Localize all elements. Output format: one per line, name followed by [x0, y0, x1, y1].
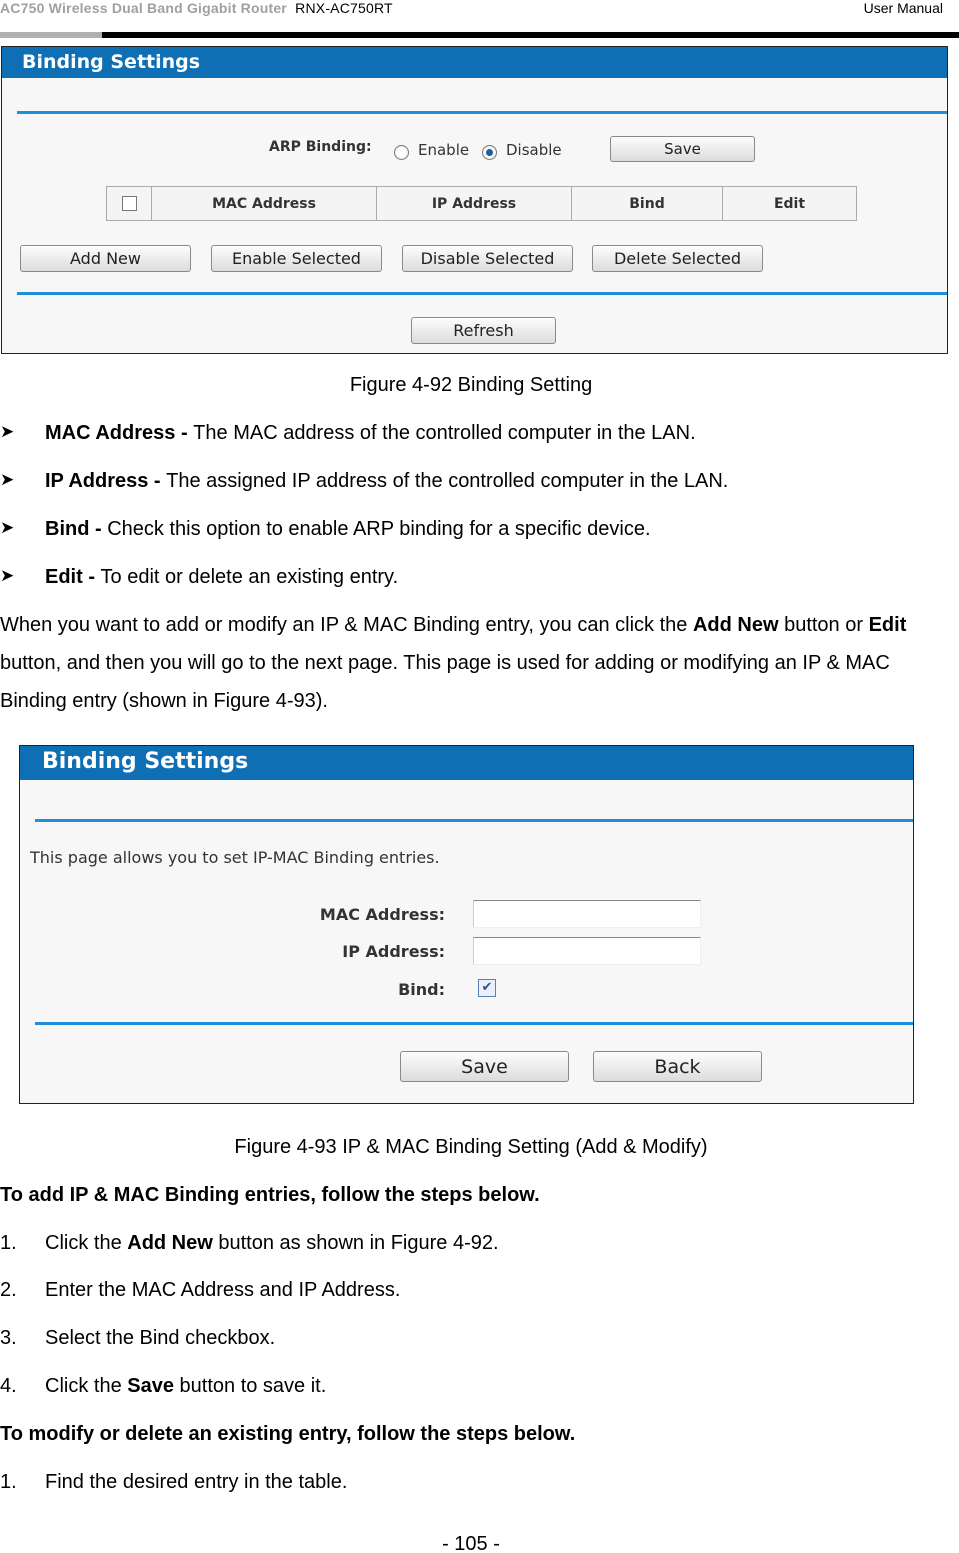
paragraph-bold-edit: Edit [868, 614, 907, 636]
bind-label: Bind: [398, 980, 445, 999]
header-model: RNX-AC750RT [295, 0, 393, 16]
ip-address-label: IP Address: [342, 942, 445, 961]
step-number: 1. [0, 1232, 17, 1254]
definition-term: MAC Address - [45, 422, 194, 444]
modify-steps-heading: To modify or delete an existing entry, follow the steps below. [0, 1423, 576, 1445]
bind-checkbox[interactable] [478, 979, 496, 997]
save-button[interactable]: Save [400, 1051, 569, 1082]
definition-desc: The assigned IP address of the controlled computer in the LAN. [166, 470, 729, 492]
arp-disable-label: Disable [506, 141, 562, 159]
step-number: 3. [0, 1327, 17, 1349]
header-product-name: AC750 Wireless Dual Band Gigabit Router [0, 0, 287, 16]
select-all-checkbox[interactable] [122, 196, 137, 211]
header-manual: User Manual [863, 0, 943, 16]
header-rule-grey [0, 32, 102, 38]
refresh-button[interactable]: Refresh [411, 317, 556, 344]
mac-address-label: MAC Address: [319, 905, 445, 924]
panel-title-bar [20, 746, 913, 780]
panel-title-bar [2, 47, 947, 78]
divider-top [17, 111, 947, 114]
save-button[interactable]: Save [610, 136, 755, 162]
step-bold: Save [127, 1375, 174, 1397]
divider-bottom [17, 292, 947, 295]
mac-address-input[interactable] [473, 900, 701, 928]
panel-title: Binding Settings [22, 51, 201, 73]
disable-selected-button[interactable]: Disable Selected [402, 245, 573, 272]
definition-desc: Check this option to enable ARP binding for a specific device. [107, 518, 651, 540]
bullet-arrow-icon: ➤ [0, 470, 15, 490]
step-number: 2. [0, 1279, 17, 1301]
intro-paragraph [0, 606, 959, 720]
column-bind[interactable]: Bind [572, 187, 723, 220]
definition-term: IP Address - [45, 470, 167, 492]
definition-term: Edit - [45, 566, 101, 588]
checkmark-icon: ✔ [481, 980, 493, 995]
step-text-end: button to save it. [173, 1375, 327, 1397]
arp-enable-radio[interactable] [394, 145, 409, 160]
header-rule-black [102, 32, 959, 38]
step-text: Find the desired entry in the table. [45, 1471, 348, 1493]
intro-text: This page allows you to set IP-MAC Binding entries. [30, 848, 440, 867]
binding-table-header [106, 186, 857, 221]
add-steps-heading: To add IP & MAC Binding entries, follow the steps below. [0, 1184, 540, 1206]
figure-binding-list [1, 46, 948, 354]
back-button[interactable]: Back [593, 1051, 762, 1082]
add-new-button[interactable]: Add New [20, 245, 191, 272]
definition-desc: To edit or delete an existing entry. [100, 566, 399, 588]
step-number: 1. [0, 1471, 17, 1493]
ip-address-input[interactable] [473, 937, 701, 965]
paragraph-text-1: When you want to add or modify an IP & MAC Binding entry, you can click the [0, 614, 693, 636]
divider-top [35, 819, 913, 822]
column-ip-address[interactable]: IP Address [377, 187, 572, 220]
step-text-end: button as shown in Figure 4-92. [212, 1232, 499, 1254]
figure-4-92-caption: Figure 4-92 Binding Setting [349, 374, 593, 396]
header-product [0, 0, 393, 16]
enable-selected-button[interactable]: Enable Selected [211, 245, 382, 272]
step-text: Click the [45, 1232, 128, 1254]
paragraph-text-3: button, and then you will go to the next page. This page is used for adding or modifying an IP & MAC Binding entry (shown in Figure 4-93). [0, 652, 890, 712]
column-edit[interactable]: Edit [773, 195, 806, 212]
step-text: Select the Bind checkbox. [45, 1327, 276, 1349]
step-bold: Add New [127, 1232, 213, 1254]
arp-binding-label: ARP Binding: [269, 139, 372, 155]
arp-disable-radio[interactable] [482, 145, 497, 160]
step-text: Click the [45, 1375, 128, 1397]
step-number: 4. [0, 1375, 17, 1397]
definition-desc: The MAC address of the controlled computer in the LAN. [193, 422, 696, 444]
select-all-cell [107, 187, 152, 220]
paragraph-text-2: button or [778, 614, 869, 636]
panel-title: Binding Settings [42, 749, 249, 774]
bullet-arrow-icon: ➤ [0, 518, 15, 538]
column-mac-address[interactable]: MAC Address [152, 187, 377, 220]
definition-term: Bind - [45, 518, 108, 540]
figure-binding-add-modify [19, 745, 914, 1104]
figure-4-93-caption: Figure 4-93 IP & MAC Binding Setting (Add & Modify) [234, 1136, 708, 1158]
step-text: Enter the MAC Address and IP Address. [45, 1279, 401, 1301]
arp-enable-label: Enable [418, 141, 470, 159]
delete-selected-button[interactable]: Delete Selected [592, 245, 763, 272]
bullet-arrow-icon: ➤ [0, 566, 15, 586]
divider-bottom [35, 1022, 913, 1025]
paragraph-bold-add-new: Add New [692, 614, 779, 636]
page-number: - 105 - [442, 1533, 500, 1553]
bullet-arrow-icon: ➤ [0, 422, 15, 442]
